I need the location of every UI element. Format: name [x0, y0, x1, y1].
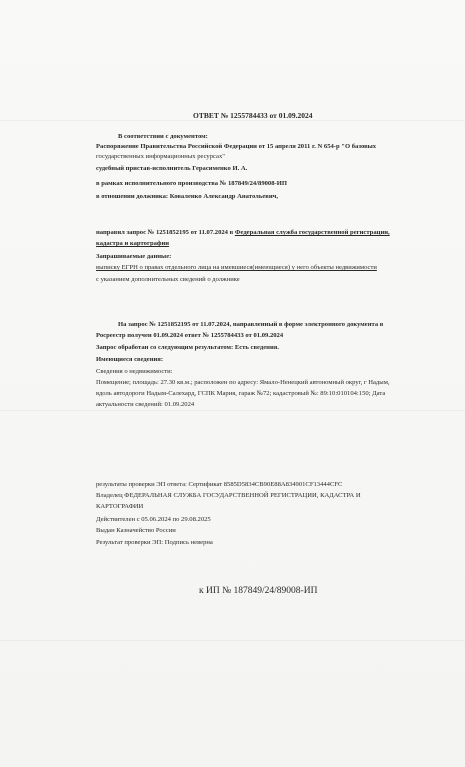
intro-line: в рамках исполнительного производства № 187849/24/89008-ИП [96, 180, 287, 187]
signature-line: Действителен с 05.06.2024 по 29.08.2025 [96, 516, 211, 523]
signature-line: результаты проверки ЭП ответа: Сертификат 8585D5834CB90E88A834901CF13444CFC [96, 481, 343, 488]
response-status: Запрос обработан со следующим результатом: Есть сведения. [96, 344, 279, 351]
intro-line: в отношении должника: Коваленко Александр Анатольевич, [96, 193, 279, 200]
signature-status: Результат проверки ЭП: Подпись неверна [96, 539, 213, 546]
request-data-label: Запрашиваемые данные: [96, 253, 172, 260]
response-line: Помещение; площадь: 27.30 кв.м.; расположен по адресу: Ямало-Ненецкий автономный округ, г Надым, [96, 379, 390, 386]
request-prefix: направил запрос № 1251852195 от 11.07.2024 в [96, 229, 235, 236]
request-org: Федеральная служба государственной регистрации, [234, 229, 390, 236]
response-line: Росреестр получен 01.09.2024 ответ № 1255784433 от 01.09.2024 [96, 332, 284, 339]
intro-line: судебный пристав-исполнитель Герасименко И. А. [96, 165, 248, 172]
document-title: ОТВЕТ № 1255784433 от 01.09.2024 [193, 111, 313, 120]
intro-line: Распоряжение Правительства Российской Федерации от 15 апреля 2011 г. N 654-р "О базовых [96, 143, 377, 150]
request-data-line: выписку ЕГРН о правах отдельного лица на имевшиеся(имеющиеся) у него объекты недвижимости [96, 264, 377, 271]
response-line: актуальности сведений: 01.09.2024 [96, 401, 195, 408]
request-data-line: с указанием дополнительных сведений о должнике [96, 276, 240, 283]
request-org-line2: кадастра и картографии [96, 240, 170, 247]
response-line: вдоль автодороги Надым-Салехард, ГСПК Мария, гараж №72; кадастровый №: 89:10:010104:150; Дата [96, 390, 386, 397]
response-line: На запрос № 1251852195 от 11.07.2024, направленный в форме электронного документа в [118, 321, 384, 328]
signature-line: Выдан Казначейство России [96, 527, 176, 534]
response-line: Сведения о недвижимости: [96, 368, 173, 375]
signature-line: Владелец ФЕДЕРАЛЬНАЯ СЛУЖБА ГОСУДАРСТВЕННОЙ РЕГИСТРАЦИИ, КАДАСТРА И [96, 492, 361, 499]
intro-line: В соответствии с документом: [118, 133, 208, 140]
response-line: Имеющиеся сведения: [96, 356, 164, 363]
footer-reference: к ИП № 187849/24/89008-ИП [199, 586, 318, 596]
intro-line: государственных информационных ресурсах" [96, 153, 225, 160]
request-line [96, 229, 390, 237]
signature-line: КАРТОГРАФИИ [96, 503, 144, 510]
